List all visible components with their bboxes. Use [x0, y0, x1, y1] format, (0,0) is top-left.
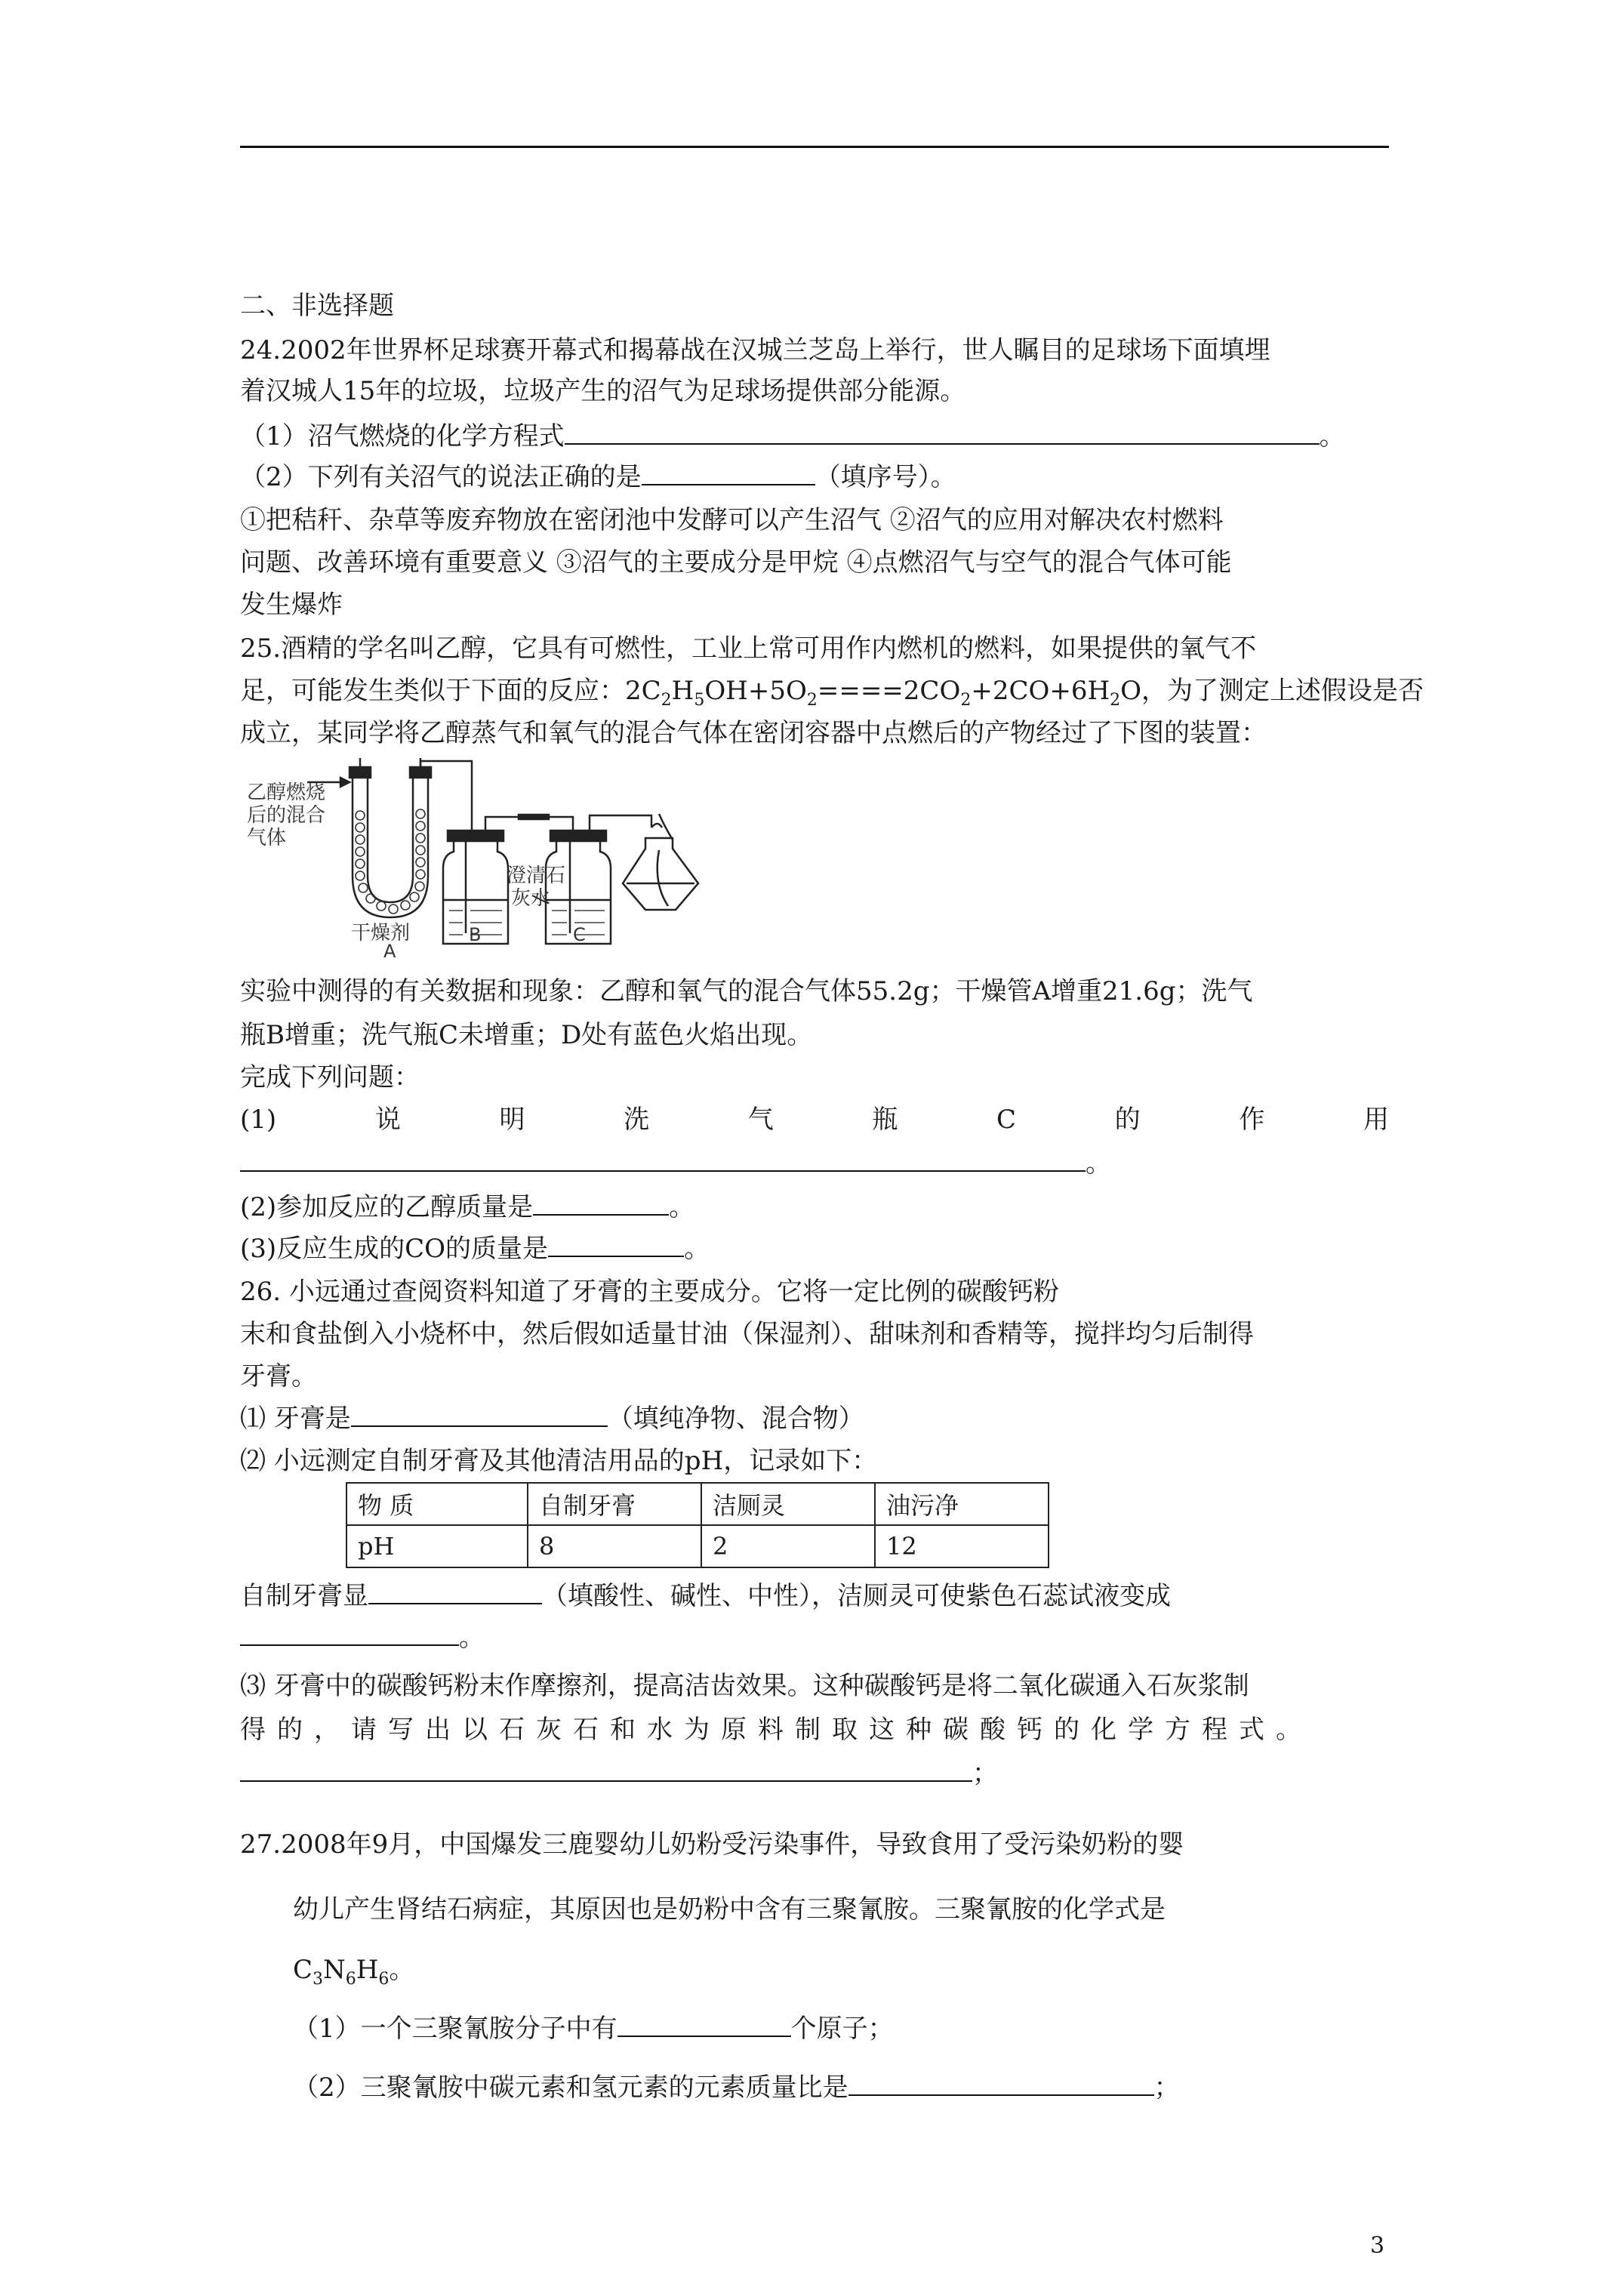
q25-p1-word: 明	[499, 1105, 525, 1135]
table-cell: 洁厕灵	[701, 1483, 875, 1525]
q25-eq-sub: 2	[661, 690, 672, 710]
table-cell: 物 质	[346, 1483, 528, 1525]
formula-symbol: N	[323, 1955, 346, 1985]
q26-part-3-answer	[240, 1756, 998, 1791]
q25-p1-word: 洗	[624, 1105, 650, 1135]
q25-task: 完成下列问题：	[240, 1062, 420, 1093]
table-row	[346, 1483, 1049, 1525]
q25-eq-sub: 2	[806, 690, 818, 710]
q26-line-3: 牙膏。	[240, 1361, 317, 1391]
q25-eq-sub: 2	[1110, 690, 1121, 710]
formula-subscript: 3	[313, 1969, 324, 1989]
q26-line-2: 末和食盐倒入小烧杯中，然后假如适量甘油（保湿剂）、甜味剂和香精等，搅拌均匀后制得	[240, 1319, 1254, 1349]
q27-p2-blank[interactable]	[848, 2072, 1154, 2096]
q24-line-2: 着汉城人15年的垃圾，垃圾产生的沼气为足球场提供部分能源。	[240, 376, 966, 406]
q24-p2-blank[interactable]	[642, 461, 815, 485]
q25-p1-word: 说	[374, 1105, 401, 1135]
formula-subscript: 6	[378, 1969, 390, 1989]
q25-part-2	[240, 1190, 694, 1225]
q25-p1-word: (1)	[240, 1105, 277, 1135]
q24-line-1: 24.2002年世界杯足球赛开幕式和揭幕战在汉城兰芝岛上举行，世人瞩目的足球场下面填埋	[240, 335, 1270, 365]
q25-p1-word: 用	[1363, 1105, 1389, 1135]
q24-p1-blank[interactable]	[565, 421, 1320, 445]
section-title: 二、非选择题	[240, 291, 394, 321]
table-cell: 12	[875, 1525, 1049, 1567]
q25-p1-word: 的	[1114, 1105, 1141, 1135]
q26-part-3-line-2: 得的，请写出以石灰石和水为原料制取这种碳酸钙的化学方程式。	[240, 1715, 1313, 1745]
ph-table	[346, 1482, 1049, 1568]
q24-p1-prefix: （1）沼气燃烧的化学方程式	[240, 421, 565, 451]
q25-p3-prefix: (3)反应生成的CO的质量是	[240, 1234, 549, 1264]
fig-limewater-label-2: 灰水	[511, 887, 551, 910]
q25-eq-part-d: ====2CO	[817, 676, 961, 706]
q26-part-3-line-1: ⑶ 牙膏中的碳酸钙粉末作摩擦剂，提高洁齿效果。这种碳酸钙是将二氧化碳通入石灰浆制	[240, 1671, 1249, 1701]
q27-line-1: 27.2008年9月，中国爆发三鹿婴幼儿奶粉受污染事件，导致食用了受污染奶粉的婴	[240, 1829, 1184, 1860]
q26-p2-blank-1[interactable]	[368, 1580, 542, 1604]
q26-p3-end: ；	[972, 1758, 998, 1789]
q24-options-2: 问题、改善环境有重要意义 ③沼气的主要成分是甲烷 ④点燃沼气与空气的混合气体可能	[240, 547, 1232, 578]
q25-p2-prefix: (2)参加反应的乙醇质量是	[240, 1192, 534, 1222]
q25-p1-end: 。	[1086, 1148, 1111, 1179]
q25-p2-suffix: 。	[669, 1192, 695, 1222]
q24-p2-suffix: （填序号）。	[815, 462, 956, 492]
table-cell: 油污净	[875, 1483, 1049, 1525]
q25-p3-blank[interactable]	[548, 1233, 684, 1257]
q26-p2q-suffix: （填酸性、碱性、中性），洁厕灵可使紫色石蕊试液变成	[542, 1581, 1171, 1611]
table-cell: pH	[346, 1525, 528, 1567]
q26-p2q-prefix: 自制牙膏显	[240, 1581, 368, 1611]
table-cell: 自制牙膏	[528, 1483, 701, 1525]
q26-p2-blank-2[interactable]	[240, 1622, 459, 1646]
q26-part-1	[240, 1401, 864, 1436]
formula-end: 。	[389, 1955, 415, 1985]
header-rule	[240, 146, 1389, 148]
fig-gas-label-3: 气体	[247, 827, 287, 849]
q24-part-2	[240, 460, 956, 495]
q25-eq-sub: 2	[960, 690, 972, 710]
q26-p1-blank[interactable]	[351, 1403, 608, 1427]
q26-part-2-answer	[240, 1620, 485, 1655]
page-number: 3	[1370, 2233, 1385, 2259]
formula-symbol: C	[293, 1955, 313, 1985]
q25-eq-part-e: +2CO+6H	[971, 676, 1110, 706]
q25-line-2	[240, 673, 1424, 708]
q24-p2-prefix: （2）下列有关沼气的说法正确的是	[240, 462, 642, 492]
q25-line-3: 成立，某同学将乙醇蒸气和氧气的混合气体在密闭容器中点燃后的产物经过了下图的装置：	[240, 718, 1267, 748]
q27-p2-prefix: （2）三聚氰胺中碳元素和氢元素的元素质量比是	[293, 2073, 848, 2103]
q25-eq-sub: 5	[694, 690, 705, 710]
q25-eq-part-a: 足，可能发生类似于下面的反应：2C	[240, 676, 661, 706]
q26-part-2: ⑵ 小远测定自制牙膏及其他清洁用品的pH，记录如下：	[240, 1446, 878, 1476]
q25-part-1-answer	[240, 1146, 1111, 1181]
q25-data-1: 实验中测得的有关数据和现象：乙醇和氧气的混合气体55.2g；干燥管A增重21.6g；洗气	[240, 976, 1253, 1006]
q26-p3-blank[interactable]	[240, 1758, 972, 1782]
q26-part-2-question	[240, 1579, 1171, 1613]
q24-part-1	[240, 419, 1345, 454]
q27-part-1	[293, 2011, 894, 2046]
q25-part-3	[240, 1231, 710, 1266]
q27-p1-suffix: 个原子；	[790, 2014, 894, 2044]
q25-eq-part-c: OH+5O	[704, 676, 807, 706]
q27-formula	[293, 1952, 414, 1987]
apparatus-figure	[245, 755, 713, 957]
q24-p1-suffix: 。	[1319, 421, 1345, 451]
q25-p1-blank[interactable]	[240, 1148, 1086, 1172]
q26-p1-prefix: ⑴ 牙膏是	[240, 1404, 351, 1434]
fig-gas-label-2: 后的混合	[247, 804, 326, 827]
q26-line-1: 26. 小远通过查阅资料知道了牙膏的主要成分。它将一定比例的碳酸钙粉	[240, 1277, 1059, 1307]
q25-p1-word: 气	[747, 1105, 774, 1135]
q27-p1-blank[interactable]	[617, 2013, 791, 2037]
q27-p1-prefix: （1）一个三聚氰胺分子中有	[293, 2014, 617, 2044]
fig-limewater-label-1: 澄清石	[507, 864, 566, 887]
table-cell: 8	[528, 1525, 701, 1567]
fig-gas-label-1: 乙醇燃烧	[247, 781, 326, 804]
q26-p2q-end: 。	[459, 1623, 485, 1653]
q25-eq-part-f: O，为了测定上述假设是否	[1120, 676, 1424, 706]
q25-part-1	[240, 1102, 1389, 1137]
q25-data-2: 瓶B增重；洗气瓶C未增重；D处有蓝色火焰出现。	[240, 1020, 813, 1050]
fig-label-b: B	[469, 924, 482, 945]
q25-p1-word: C	[996, 1105, 1017, 1135]
fig-label-a: A	[383, 941, 396, 957]
q25-eq-part-b: H	[671, 676, 694, 706]
q24-options-1: ①把秸秆、杂草等废弃物放在密闭池中发酵可以产生沼气 ②沼气的应用对解决农村燃料	[240, 505, 1224, 535]
q27-p2-suffix: ；	[1153, 2073, 1180, 2103]
fig-desiccant-label: 干燥剂	[351, 922, 411, 945]
table-cell: 2	[701, 1525, 875, 1567]
q24-options-3: 发生爆炸	[240, 590, 343, 620]
q25-line-1: 25.酒精的学名叫乙醇，它具有可燃性，工业上常可用作内燃机的燃料，如果提供的氧气不	[240, 633, 1257, 664]
q25-p2-blank[interactable]	[533, 1191, 669, 1216]
formula-subscript: 6	[345, 1969, 356, 1989]
q26-p1-suffix: （填纯净物、混合物）	[607, 1404, 864, 1434]
fig-label-c: C	[573, 924, 586, 945]
formula-symbol: H	[356, 1955, 379, 1985]
q25-p1-word: 瓶	[872, 1105, 898, 1135]
q27-part-2	[293, 2070, 1180, 2105]
q27-line-2: 幼儿产生肾结石病症，其原因也是奶粉中含有三聚氰胺。三聚氰胺的化学式是	[293, 1894, 1166, 1925]
table-row	[346, 1525, 1049, 1567]
q25-p1-word: 作	[1239, 1105, 1265, 1135]
q25-p3-suffix: 。	[684, 1234, 710, 1264]
